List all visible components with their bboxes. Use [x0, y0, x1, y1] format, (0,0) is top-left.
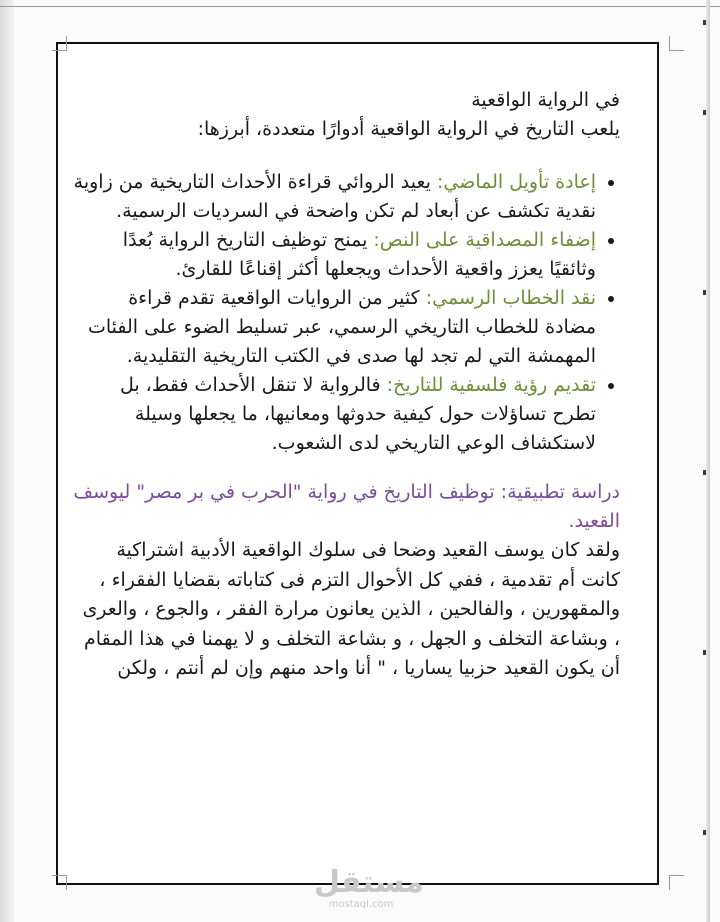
point-text: كثير من الروايات الواقعية تقدم قراءة مضادة للخطاب التاريخي الرسمي، عبر تسليط الضوء على الفئات المهمشة التي لم تجد لها صدى في الكتب التاريخية التقليدية.	[87, 287, 596, 367]
scroll-tick	[703, 290, 706, 295]
section-heading: في الرواية الواقعية	[471, 89, 620, 111]
crop-mark	[669, 875, 684, 890]
point-title: نقد الخطاب الرسمي:	[425, 287, 596, 309]
point-text: فالرواية لا تنقل الأحداث فقط، بل تطرح تساؤلات حول كيفية حدوثها ومعانيها، ما يجعلها وسيلة لاستكشاف الوعي التاريخي لدى الشعوب.	[119, 374, 596, 454]
case-study-title: دراسة تطبيقية: توظيف التاريخ في رواية "الحرب في بر مصر" ليوسف القعيد.	[73, 481, 620, 532]
logo-mark: مستقل	[314, 865, 424, 900]
crop-mark	[52, 36, 67, 51]
list-item	[72, 371, 596, 458]
scroll-edge	[706, 0, 710, 922]
crop-mark	[669, 36, 684, 51]
point-title: إضفاء المصداقية على النص:	[373, 229, 596, 251]
scroll-tick	[703, 650, 706, 655]
point-text: يمنح توظيف التاريخ الرواية بُعدًا وثائقيًا يعزز واقعية الأحداث ويجعلها أكثر إقناعًا للقارئ.	[122, 229, 596, 280]
bullet-list	[72, 168, 620, 458]
logo-url: mostaql.com	[328, 899, 394, 910]
scroll-tick	[703, 110, 706, 115]
list-item	[72, 284, 596, 371]
intro-paragraph: يلعب التاريخ في الرواية الواقعية أدوارًا متعددة، أبرزها:	[197, 118, 620, 140]
scroll-tick	[703, 830, 706, 835]
list-item	[72, 226, 596, 284]
point-title: تقديم رؤية فلسفية للتاريخ:	[386, 374, 596, 396]
top-divider	[0, 6, 720, 7]
watermark-logo	[314, 865, 424, 914]
body-paragraph: ولقد كان يوسف القعيد وضحا فى سلوك الواقعية الأدبية اشتراكية كانت أم تقدمية ، ففي كل الأحوال التزم فى كتاباته بقضايا الفقراء ، والمقهورين ، والفالحين ، الذين يعانون مرارة الفقر ، والجوع ، والعرى ، وبشاعة التخلف و الجهل ، و بشاعة التخلف و لا يهمنا في هذا المقام أن يكون القعيد حزبيا يساريا ، " أنا واحد منهم وإن لم أنتم ، ولكن	[82, 539, 620, 679]
scroll-tick	[703, 20, 706, 25]
list-item	[72, 168, 596, 226]
crop-mark	[52, 875, 67, 890]
scroll-tick	[703, 470, 706, 475]
page-shadow	[0, 0, 14, 922]
point-title: إعادة تأويل الماضي:	[436, 171, 596, 193]
document-content	[72, 86, 620, 826]
point-text: يعيد الروائي قراءة الأحداث التاريخية من زاوية نقدية تكشف عن أبعاد لم تكن واضحة في السرديات الرسمية.	[73, 171, 596, 222]
